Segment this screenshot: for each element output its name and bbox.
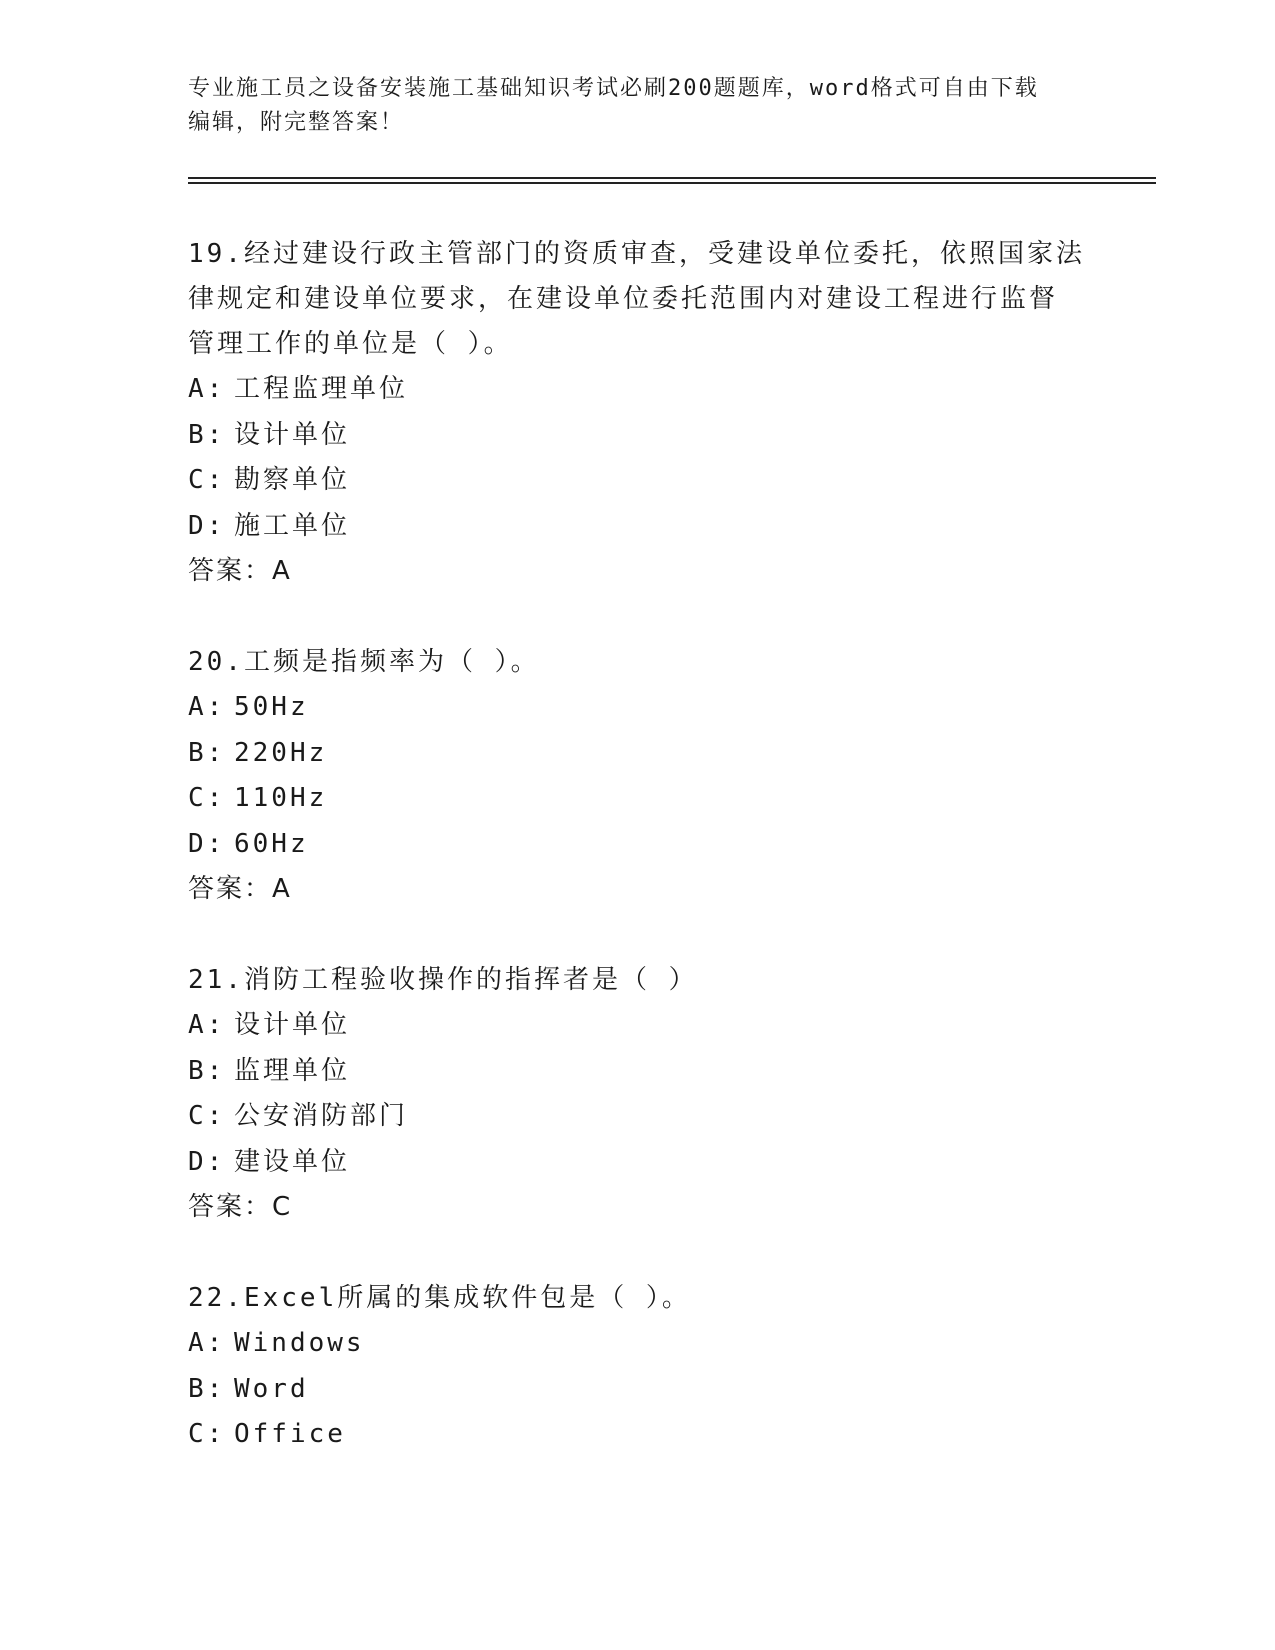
option-text: 建设单位 [234,1146,351,1177]
option-text: 设计单位 [234,1010,351,1040]
option-text: 110Hz [234,783,328,813]
option-d [188,1140,1088,1186]
option-letter: B: [188,1373,226,1404]
option-text: 50Hz [234,692,309,722]
option-text: 60Hz [234,828,309,859]
question-22 [188,1276,1088,1458]
option-a [188,367,1088,413]
option-text: 设计单位 [234,419,351,450]
option-a [188,1003,1088,1049]
option-letter: A: [188,692,226,722]
option-letter: B: [188,419,226,450]
option-text: 勘察单位 [234,465,351,495]
header-divider-top [188,177,1156,179]
option-letter: C: [188,783,226,813]
question-stem-line: 管理工作的单位是（ ）。 [188,329,513,359]
question-stem-line: 律规定和建设单位要求，在建设单位委托范围内对建设工程进行监督 [188,284,1059,314]
answer-line: 答案：A [188,556,292,586]
option-letter: C: [188,465,226,495]
header-title-line-1: 专业施工员之设备安装施工基础知识考试必刷200题题库，word格式可自由下载 [188,76,1039,101]
option-a [188,685,1088,731]
option-text: 监理单位 [234,1055,351,1086]
option-c [188,1094,1088,1140]
question-20 [188,640,1088,912]
option-text: 工程监理单位 [234,374,409,404]
answer-line: 答案：A [188,874,292,904]
question-list [188,232,1088,1504]
question-21 [188,958,1088,1230]
option-letter: A: [188,374,226,404]
option-letter: A: [188,1328,226,1358]
option-b [188,731,1088,777]
option-c [188,776,1088,822]
header-title-line-2: 编辑，附完整答案！ [188,110,405,135]
option-letter: C: [188,1419,226,1449]
question-stem-line: 20.工频是指频率为（ ）。 [188,647,540,677]
answer-line: 答案：C [188,1192,293,1222]
document-header [188,72,1088,140]
option-c [188,1412,1088,1458]
option-text: 220Hz [234,737,328,768]
option-text: Word [234,1373,309,1404]
option-a [188,1321,1088,1367]
option-text: 施工单位 [234,510,351,541]
question-stem-line: 19.经过建设行政主管部门的资质审查，受建设单位委托，依照国家法 [188,239,1085,269]
option-text: Windows [234,1328,365,1358]
option-letter: C: [188,1101,226,1131]
option-letter: D: [188,510,226,541]
option-d [188,822,1088,868]
option-text: 公安消防部门 [234,1101,409,1131]
option-b [188,1367,1088,1413]
option-letter: D: [188,1146,226,1177]
option-letter: B: [188,737,226,768]
option-b [188,413,1088,459]
question-stem-line: 21.消防工程验收操作的指挥者是（ ） [188,965,698,995]
option-b [188,1049,1088,1095]
option-letter: A: [188,1010,226,1040]
question-stem-line: 22.Excel所属的集成软件包是（ ）。 [188,1283,691,1313]
option-letter: D: [188,828,226,859]
question-19 [188,232,1088,594]
option-letter: B: [188,1055,226,1086]
option-c [188,458,1088,504]
option-text: Office [234,1419,346,1449]
header-divider-bottom [188,182,1156,184]
option-d [188,504,1088,550]
